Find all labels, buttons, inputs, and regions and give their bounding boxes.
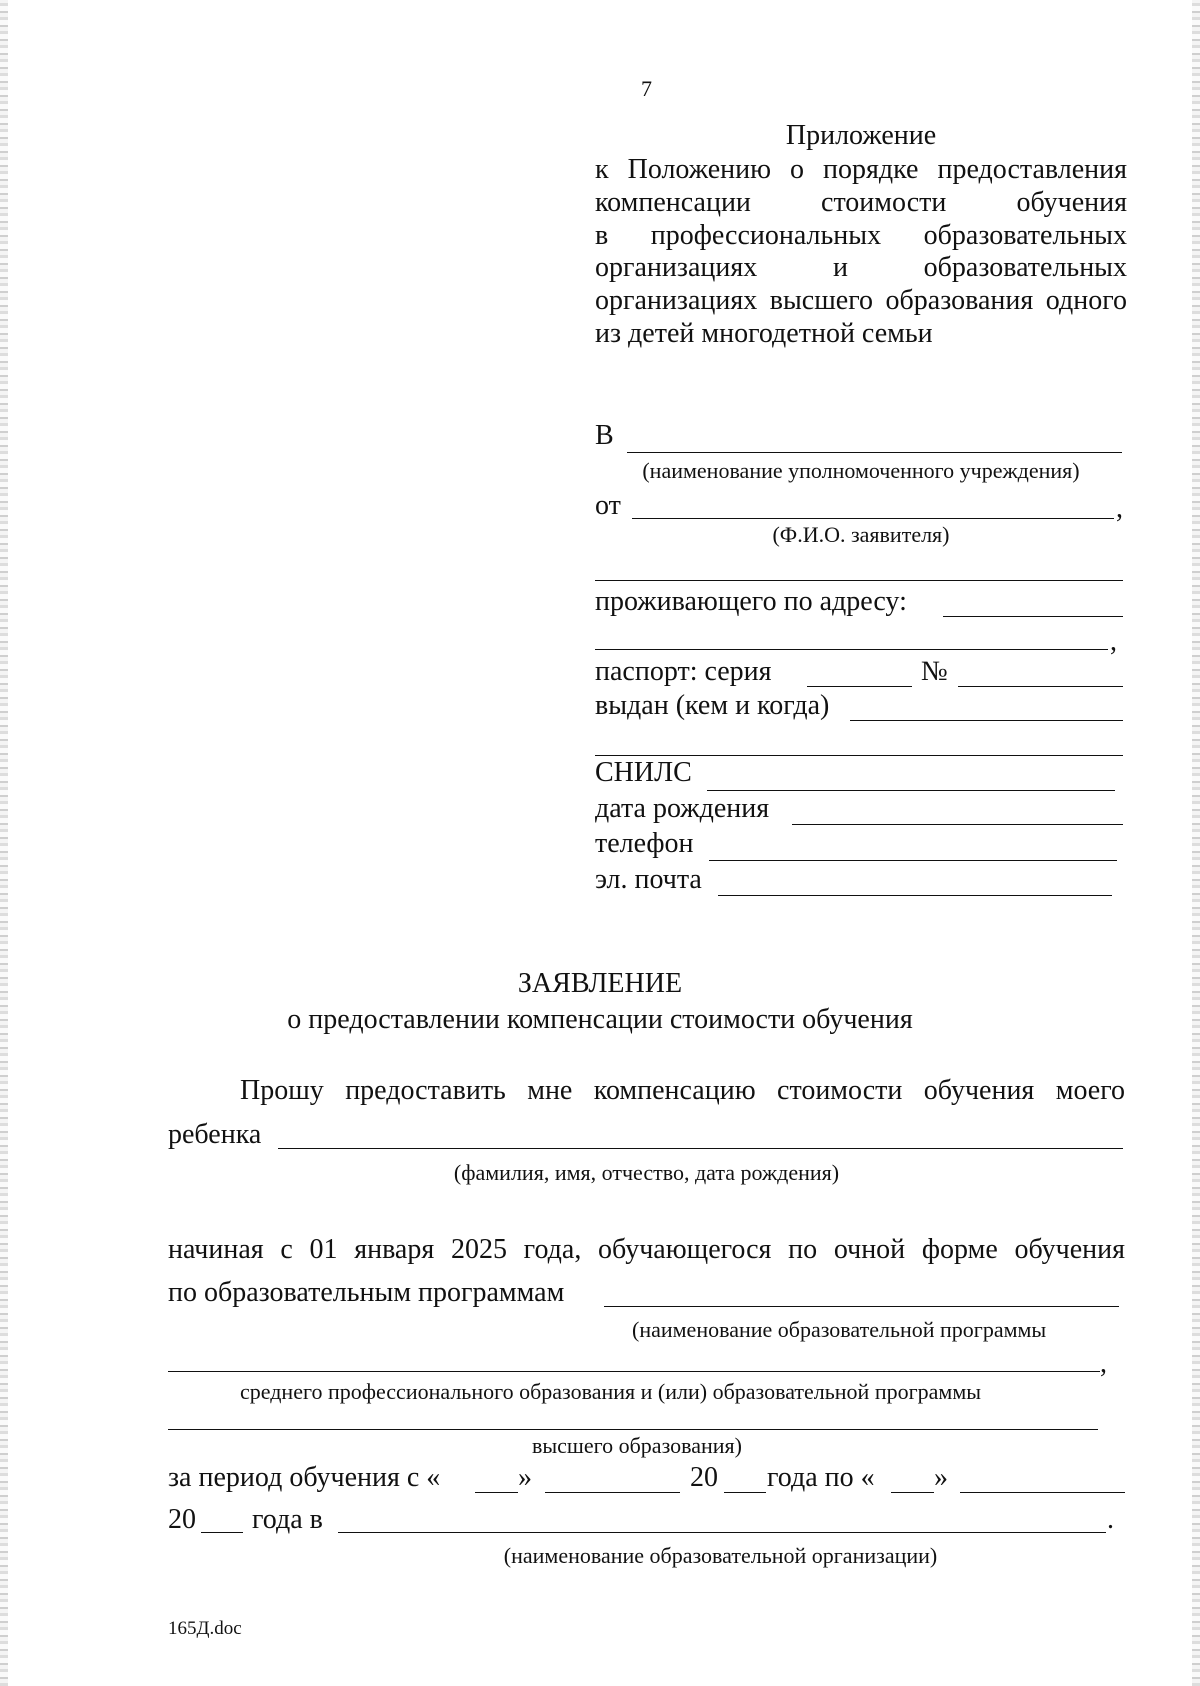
organization-field[interactable] — [338, 1532, 1106, 1533]
to-prefix: В — [595, 420, 614, 451]
program-field-2[interactable] — [168, 1371, 1100, 1372]
child-label: ребенка — [168, 1119, 262, 1150]
scan-edge-right — [1192, 0, 1200, 1686]
period-to-quote-close: » — [934, 1462, 948, 1493]
program-caption-3: высшего образования) — [532, 1433, 742, 1458]
address-field[interactable] — [943, 616, 1123, 617]
applicant-name-field[interactable] — [632, 518, 1114, 519]
email-field[interactable] — [718, 895, 1112, 896]
period-from-day-field[interactable] — [475, 1492, 518, 1493]
program-caption-1: (наименование образовательной программы — [632, 1317, 1047, 1342]
from-comma: , — [1116, 493, 1123, 524]
child-caption: (фамилия, имя, отчество, дата рождения) — [453, 1160, 840, 1185]
annex-line-4: организациях и образовательных — [595, 252, 1127, 283]
statement-paragraph-1: Прошу предоставить мне компенсацию стоимости обучения моего — [240, 1075, 1125, 1106]
statement-title: ЗАЯВЛЕНИЕ — [517, 968, 683, 999]
phone-field[interactable] — [709, 860, 1117, 861]
period-end: . — [1107, 1504, 1114, 1535]
period-to-label: года по « — [767, 1462, 875, 1493]
period-from-label: за период обучения с « — [168, 1462, 441, 1493]
period-to-month-field[interactable] — [960, 1492, 1125, 1493]
statement-paragraph-2: начиная с 01 января 2025 года, обучающегося по очной форме обучения — [168, 1234, 1125, 1265]
programs-label: по образовательным программам — [168, 1277, 565, 1308]
passport-series-field[interactable] — [807, 686, 912, 687]
snils-label: СНИЛС — [595, 757, 692, 788]
passport-number-label: № — [921, 656, 948, 687]
birth-date-label: дата рождения — [595, 793, 770, 824]
doc-code: 165Д.doc — [168, 1618, 242, 1639]
program-field-3[interactable] — [168, 1429, 1098, 1430]
annex-line-1: к Положению о порядке предоставления — [595, 154, 1127, 185]
programs-field[interactable] — [604, 1306, 1119, 1307]
period-from-century: 20 — [690, 1462, 718, 1493]
address-field-2[interactable] — [595, 649, 1108, 650]
organization-caption: (наименование образовательной организации) — [503, 1543, 938, 1568]
period-from-year-field[interactable] — [724, 1492, 766, 1493]
annex-line-5: организациях высшего образования одного — [595, 285, 1127, 316]
annex-line-2: компенсации стоимости обучения — [595, 187, 1127, 218]
from-caption: (Ф.И.О. заявителя) — [772, 522, 950, 547]
passport-series-label: паспорт: серия — [595, 656, 772, 687]
passport-issued-field[interactable] — [850, 720, 1123, 721]
annex-line-3: в профессиональных образовательных — [595, 220, 1127, 251]
period-to-century: 20 — [168, 1504, 196, 1535]
annex-line-6: из детей многодетной семьи — [595, 318, 933, 349]
passport-number-field[interactable] — [958, 686, 1123, 687]
period-from-month-field[interactable] — [545, 1492, 680, 1493]
passport-issued-label: выдан (кем и когда) — [595, 690, 830, 721]
to-caption: (наименование уполномоченного учреждения) — [642, 458, 1080, 483]
annex-title: Приложение — [785, 120, 937, 151]
statement-subtitle: о предоставлении компенсации стоимости обучения — [287, 1004, 913, 1035]
email-label: эл. почта — [595, 864, 702, 895]
period-in-label: года в — [252, 1504, 323, 1535]
applicant-name-field-2[interactable] — [595, 580, 1123, 581]
program-comma: , — [1100, 1348, 1107, 1379]
child-field[interactable] — [278, 1148, 1123, 1149]
address-comma: , — [1110, 626, 1117, 657]
program-caption-2: среднего профессионального образования и (или) образовательной программы — [240, 1379, 982, 1404]
passport-issued-field-2[interactable] — [595, 755, 1123, 756]
period-from-quote-close: » — [518, 1462, 532, 1493]
to-institution-field[interactable] — [627, 452, 1122, 453]
phone-label: телефон — [595, 828, 694, 859]
from-prefix: от — [595, 490, 621, 521]
period-to-day-field[interactable] — [891, 1492, 934, 1493]
period-to-year-field[interactable] — [201, 1532, 243, 1533]
page-number: 7 — [641, 76, 652, 101]
scan-edge-left — [0, 0, 8, 1686]
snils-field[interactable] — [707, 790, 1115, 791]
birth-date-field[interactable] — [792, 824, 1123, 825]
address-label: проживающего по адресу: — [595, 586, 907, 617]
